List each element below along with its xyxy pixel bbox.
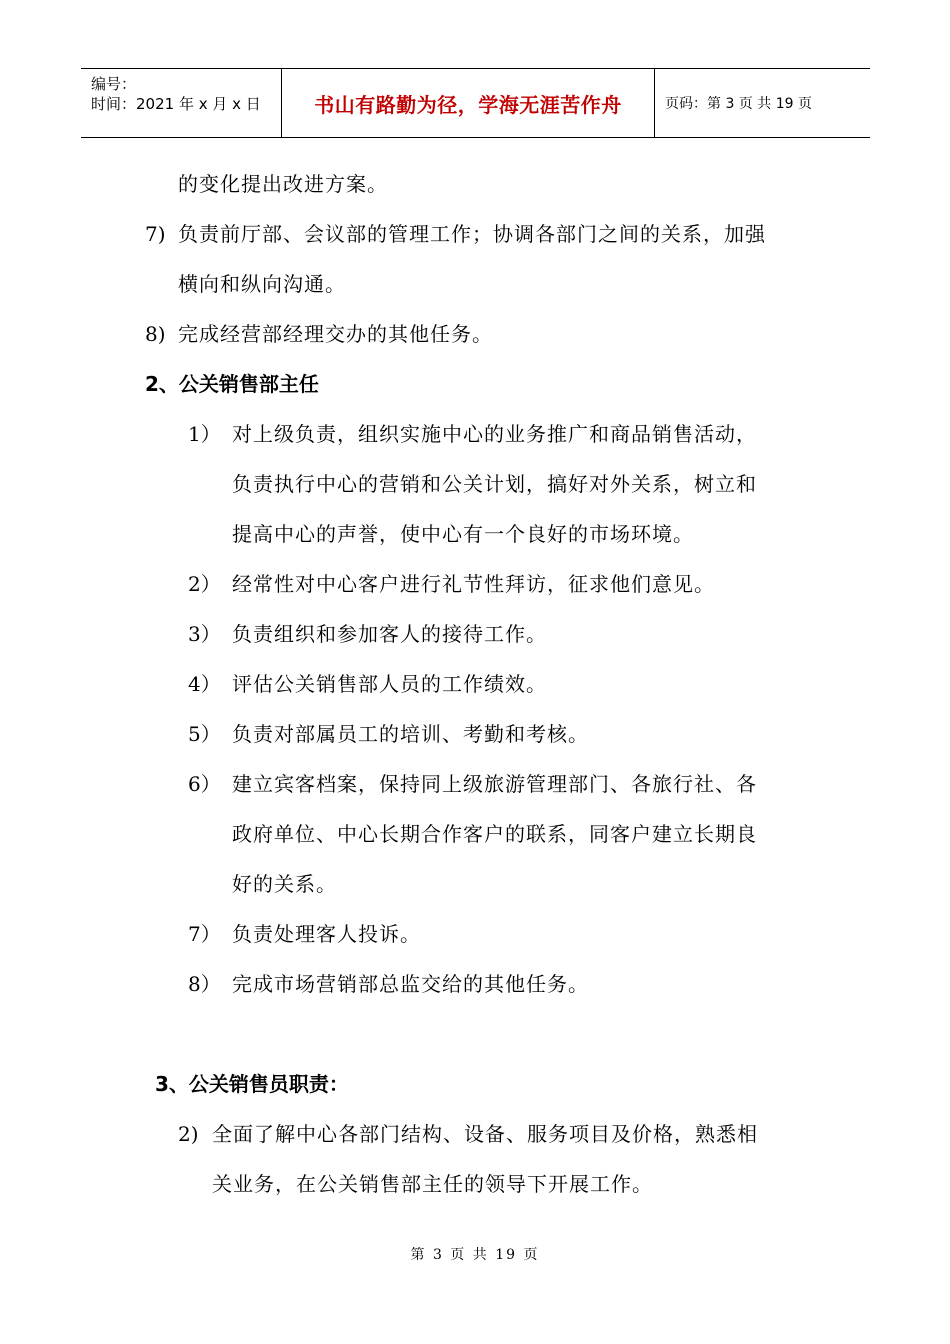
list-number: 8) [145,322,166,346]
list-item-line: 评估公关销售部人员的工作绩效。 [232,672,547,696]
list-item-line: 全面了解中心各部门结构、设备、服务项目及价格，熟悉相 [212,1122,758,1146]
list-item-line: 对上级负责，组织实施中心的业务推广和商品销售活动， [232,422,757,446]
list-item-line: 负责组织和参加客人的接待工作。 [232,622,547,646]
header-page-info: 页码：第 3 页 共 19 页 [665,96,812,112]
list-number: 2） [188,572,221,596]
list-number: 6） [188,772,221,796]
document-date: 时间：2021 年 x 月 x 日 [91,95,261,113]
list-item-line: 提高中心的声誉，使中心有一个良好的市场环境。 [232,522,694,546]
page-header [81,68,870,138]
list-item-line: 好的关系。 [232,872,337,896]
list-number: 3） [188,622,221,646]
list-item-line: 完成经营部经理交办的其他任务。 [178,322,493,346]
section-heading: 3、公关销售员职责： [155,1072,349,1096]
list-number: 7） [188,922,221,946]
list-item-line: 负责执行中心的营销和公关计划，搞好对外关系，树立和 [232,472,757,496]
list-item-line: 完成市场营销部总监交给的其他任务。 [232,972,589,996]
list-number: 7) [145,222,166,246]
header-motto-cell [282,69,655,137]
list-item-line: 政府单位、中心长期合作客户的联系，同客户建立长期良 [232,822,757,846]
list-item-line: 经常性对中心客户进行礼节性拜访，征求他们意见。 [232,572,715,596]
list-item-line: 横向和纵向沟通。 [178,272,346,296]
section-heading: 2、公关销售部主任 [145,372,319,396]
list-item-line: 负责处理客人投诉。 [232,922,421,946]
document-number: 编号： [91,75,137,93]
list-item-line: 建立宾客档案，保持同上级旅游管理部门、各旅行社、各 [232,772,757,796]
list-item-line: 关业务，在公关销售部主任的领导下开展工作。 [212,1172,653,1196]
list-number: 4） [188,672,221,696]
header-motto: 书山有路勤为径，学海无涯苦作舟 [314,92,622,117]
paragraph-line: 的变化提出改进方案。 [178,172,388,196]
page-footer: 第 3 页 共 19 页 [410,1247,540,1263]
list-number: 1） [188,422,221,446]
list-item-line: 负责对部属员工的培训、考勤和考核。 [232,722,589,746]
list-number: 2) [178,1122,199,1146]
list-item-line: 负责前厅部、会议部的管理工作；协调各部门之间的关系，加强 [178,222,766,246]
list-number: 5） [188,722,221,746]
header-meta [81,69,282,137]
list-number: 8） [188,972,221,996]
